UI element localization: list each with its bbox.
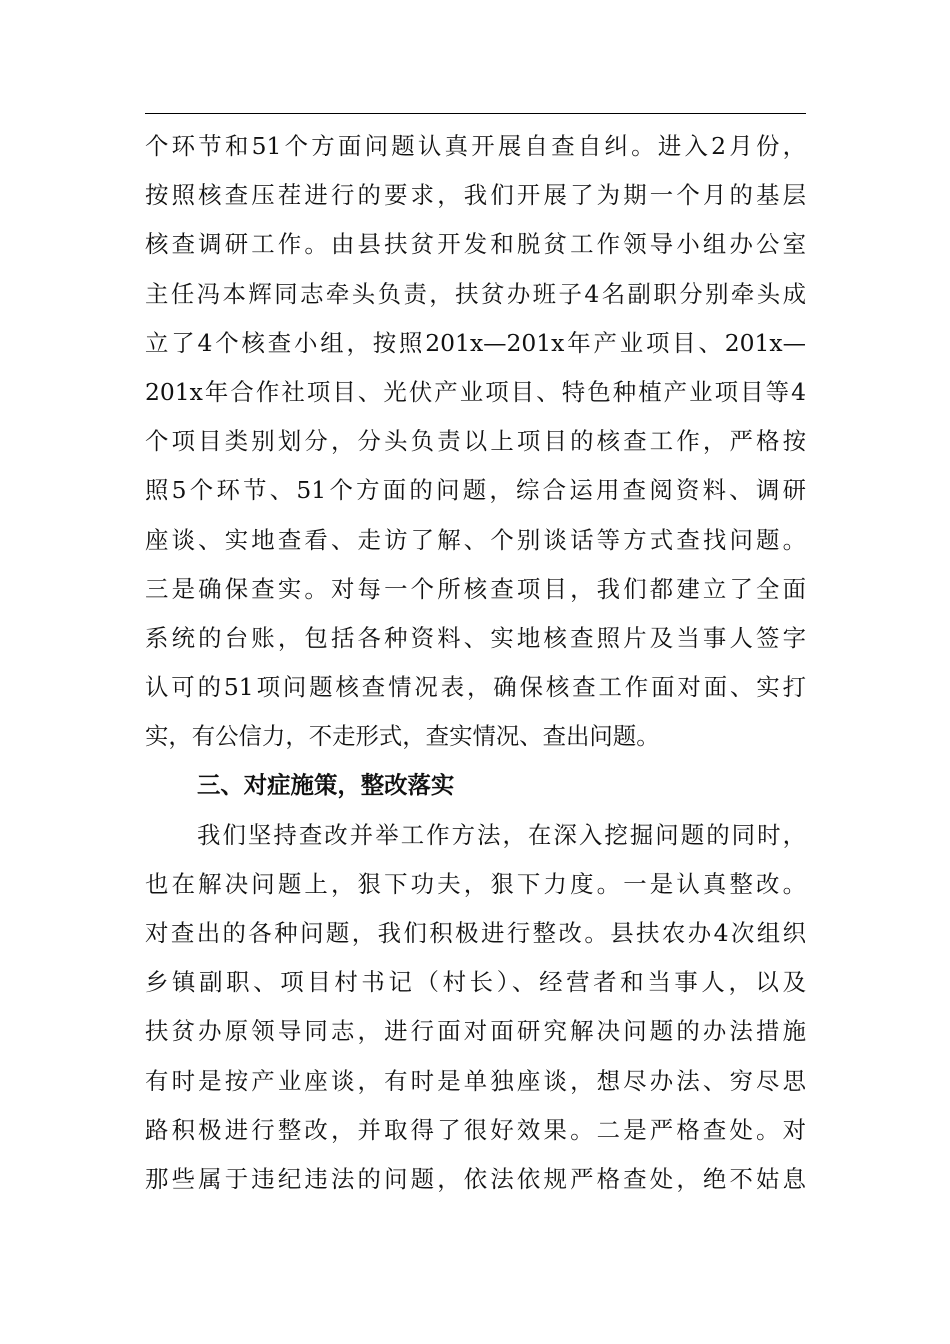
text-line: 按照核查压茬进行的要求，我们开展了为期一个月的基层 (145, 181, 806, 210)
text-line: 也在解决问题上，狠下功夫，狠下力度。一是认真整改。 (145, 869, 806, 898)
document-body (145, 122, 806, 1204)
text-line: 那些属于违纪违法的问题，依法依规严格查处，绝不姑息 (145, 1164, 806, 1193)
text-line: 有时是按产业座谈，有时是单独座谈，想尽办法、穷尽思 (145, 1066, 806, 1095)
text-line: 立了4个核查小组，按照201x—201x年产业项目、201x— (145, 328, 806, 357)
text-line: 实，有公信力，不走形式，查实情况、查出问题。 (145, 722, 660, 751)
text-line: 201x年合作社项目、光伏产业项目、特色种植产业项目等4 (145, 377, 806, 406)
text-line: 系统的台账，包括各种资料、实地核查照片及当事人签字 (145, 623, 806, 652)
text-line: 座谈、实地查看、走访了解、个别谈话等方式查找问题。 (145, 525, 806, 554)
text-line: 认可的51项问题核查情况表，确保核查工作面对面、实打 (145, 673, 806, 702)
text-line: 核查调研工作。由县扶贫开发和脱贫工作领导小组办公室 (145, 230, 806, 259)
text-line: 个环节和51个方面问题认真开展自查自纠。进入2月份， (145, 132, 806, 160)
text-line: 照5个环节、51个方面的问题，综合运用查阅资料、调研 (145, 476, 806, 505)
paragraph-1 (145, 122, 806, 761)
text-line: 我们坚持查改并举工作方法，在深入挖掘问题的同时， (197, 820, 806, 849)
text-line: 个项目类别划分，分头负责以上项目的核查工作，严格按 (145, 427, 806, 456)
text-line: 三是确保查实。对每一个所核查项目，我们都建立了全面 (145, 574, 806, 603)
text-line: 路积极进行整改，并取得了很好效果。二是严格查处。对 (145, 1115, 806, 1144)
text-line: 对查出的各种问题，我们积极进行整改。县扶农办4次组织 (145, 919, 806, 947)
text-line: 主任冯本辉同志牵头负责，扶贫办班子4名副职分别牵头成 (145, 279, 806, 308)
header-rule (145, 113, 806, 114)
text-line: 扶贫办原领导同志，进行面对面研究解决问题的办法措施 (145, 1017, 806, 1046)
section-heading: 三、对症施策，整改落实 (197, 771, 455, 800)
text-line: 乡镇副职、项目村书记（村长）、经营者和当事人，以及 (145, 968, 806, 997)
paragraph-2 (145, 811, 806, 1205)
